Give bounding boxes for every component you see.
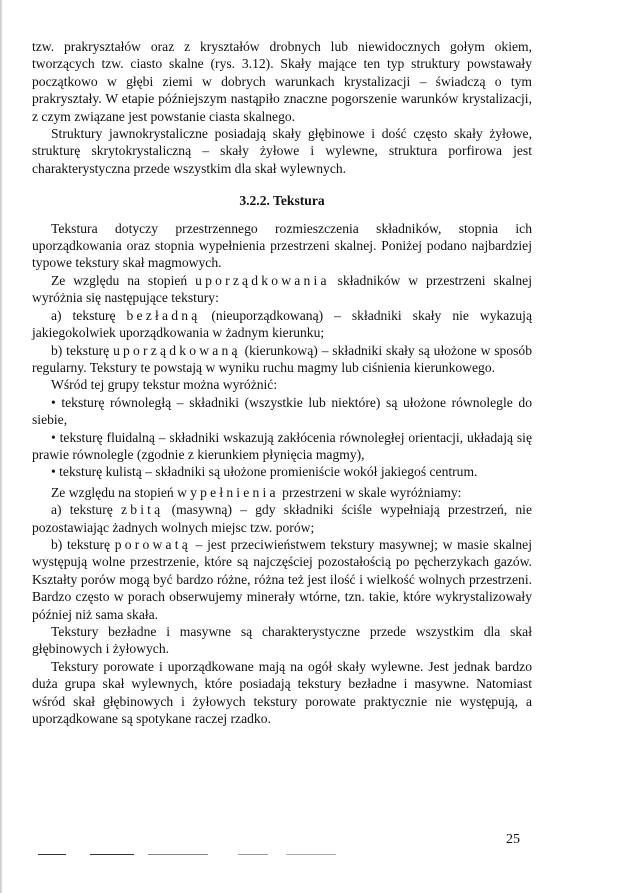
scan-edge-shadow — [0, 0, 3, 893]
fill-lead-paragraph — [32, 484, 532, 501]
texture-intro-paragraph: Tekstura dotyczy przestrzennego rozmieszczenia składników, stopnia ich uporządkowania oraz stopnia wypełnienia przestrzeni skalnej. Poniżej podano najbardziej typowe tekstury skał magmowych. — [32, 220, 532, 271]
order-item-a-term: bezładną — [126, 307, 201, 323]
order-item-a-prefix: a) teksturę — [51, 307, 116, 323]
order-item-b — [32, 342, 532, 377]
page-body — [32, 38, 532, 727]
fill-item-a — [32, 501, 532, 536]
footer-rule — [38, 851, 338, 859]
order-item-b-rest: (kierunkową) – składniki skały są ułożone w sposób regularny. Tekstury te powstają w wyniku ruchu magmy lub ciśnienia kierunkowego. — [32, 342, 532, 375]
order-lead: Ze względu na stopień — [51, 272, 188, 288]
fill-item-a-prefix: a) teksturę — [51, 502, 113, 518]
fill-item-b — [32, 536, 532, 623]
fill-tail: przestrzeni w skale wyróżniamy: — [282, 484, 462, 500]
footer-rule-segment — [90, 854, 134, 855]
fill-term: wypełnienia — [177, 484, 279, 500]
fill-item-b-term: porowatą — [114, 536, 191, 552]
order-bullet-3: • teksturę kulistą – składniki są ułożone promieniście wokół jakiegoś centrum. — [51, 464, 478, 480]
order-bullet-1: • teksturę równoległą – składniki (wszystkie lub niektóre) są ułożone równolegle do siebie, — [32, 394, 532, 428]
closing-paragraph-2: Tekstury porowate i uporządkowane mają na ogół skały wylewne. Jest jednak bardzo duża grupa skał wylewnych, które posiadają tekstury bezładne i masywne. Natomiast wśród skał głębinowych i żyłowych tekstury porowate praktycznie nie występują, a uporządkowane są spotykane raczej rzadko. — [32, 658, 532, 727]
order-tail: składników w przestrzeni skalnej wyróżnia się następujące tekstury: — [32, 272, 532, 306]
fill-item-a-rest: (masywną) – gdy składniki ściśle wypełniają przestrzeń, nie pozostawiając żadnych wolnych miejsc tzw. porów; — [32, 502, 532, 535]
order-bullet-2: • teksturę fluidalną – składniki wskazują zakłócenia równoległej orientacji, układają się prawie równolegle (zgodnie z kierunkiem płynięcia magmy), — [32, 429, 532, 462]
intro-paragraph-2: Struktury jawnokrystaliczne posiadają skały głębinowe i dość często skały żyłowe, strukturę skrytokrystaliczną – skały żyłowe i wylewne, struktura porfirowa jest charakterystyczna przede wszystkim dla skał wylewnych. — [32, 126, 532, 176]
footer-rule-segment — [38, 854, 66, 855]
footer-rule-segment — [286, 854, 336, 855]
order-item-a-rest: (nieuporządkowaną) – składniki skały nie wykazują jakiegokolwiek uporządkowania w żadnym kierunku; — [32, 307, 532, 341]
order-lead-paragraph — [32, 272, 532, 307]
intro-paragraph-1: tzw. prakryształów oraz z kryształów drobnych lub niewidocznych gołym okiem, tworzących tzw. ciasto skalne (rys. 3.12). Skały mające ten typ struktury powstawały początkowo w głębi ziemi w dobrych warunkach krystalizacji – świadczą o tym prakryształy. W etapie późniejszym nastąpiło znaczne pogorszenie warunków krystalizacji, z czym związane jest powstanie ciasta skalnego. — [32, 39, 532, 124]
page-number: 25 — [506, 832, 520, 847]
fill-item-b-prefix: b) teksturę — [51, 536, 111, 552]
fill-item-a-term: zbitą — [120, 502, 164, 518]
order-group-intro: Wśród tej grupy tekstur można wyróżnić: — [51, 377, 278, 393]
order-item-a — [32, 307, 532, 342]
fill-lead: Ze względu na stopień — [51, 484, 174, 500]
footer-rule-segment — [238, 854, 268, 855]
order-term: uporządkowania — [195, 272, 330, 288]
fill-item-b-rest: – jest przeciwieństwem tekstury masywnej; w masie skalnej występują wolne przestrzenie, które są najczęściej pozostałością po pęcherzykach gazów. Kształty porów mogą być bardzo różne, różna też jest ilość i wielkość wolnych przestrzeni. Bardzo często w porach obserwujemy minerały wtórne, tzn. takie, które wykrystalizowały później niż sama skała. — [32, 536, 532, 622]
closing-paragraph-1: Tekstury bezładne i masywne są charakterystyczne przede wszystkim dla skał głębinowych i żyłowych. — [32, 624, 532, 657]
footer-rule-segment — [148, 854, 208, 855]
order-item-b-prefix: b) teksturę — [51, 342, 110, 358]
order-item-b-term: uporządkowaną — [113, 342, 241, 358]
section-heading: 3.2.2. Tekstura — [239, 193, 325, 209]
